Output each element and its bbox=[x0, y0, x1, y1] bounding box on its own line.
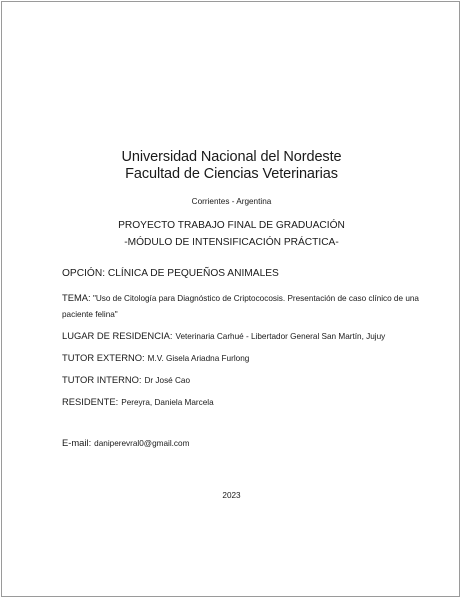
topic-value: "Uso de Citología para Diagnóstico de Criptococosis. Presentación de caso clínico de una paciente felina" bbox=[62, 294, 419, 319]
topic-block bbox=[62, 290, 422, 323]
university-title: Universidad Nacional del Nordeste bbox=[121, 149, 342, 165]
faculty-title: Facultad de Ciencias Veterinarias bbox=[125, 166, 338, 182]
external-tutor-value: M.V. Gisela Ariadna Furlong bbox=[147, 354, 250, 363]
residence-line bbox=[62, 330, 385, 341]
residence-label: LUGAR DE RESIDENCIA: bbox=[62, 330, 173, 341]
resident-line bbox=[62, 396, 214, 407]
year: 2023 bbox=[222, 491, 241, 500]
project-title: PROYECTO TRABAJO FINAL DE GRADUACIÓN bbox=[118, 220, 345, 231]
external-tutor-label: TUTOR EXTERNO: bbox=[62, 352, 145, 363]
location: Corrientes - Argentina bbox=[191, 197, 272, 206]
topic-label: TEMA: bbox=[62, 292, 91, 303]
resident-value: Pereyra, Daniela Marcela bbox=[121, 398, 214, 407]
option-line: OPCIÓN: CLÍNICA DE PEQUEÑOS ANIMALES bbox=[62, 268, 279, 279]
module-title: -MÓDULO DE INTENSIFICACIÓN PRÁCTICA- bbox=[124, 237, 339, 248]
email-line bbox=[62, 437, 189, 448]
internal-tutor-line bbox=[62, 374, 190, 385]
email-value: daniperevral0@gmail.com bbox=[94, 439, 190, 448]
resident-label: RESIDENTE: bbox=[62, 396, 119, 407]
internal-tutor-value: Dr José Cao bbox=[144, 376, 191, 385]
internal-tutor-label: TUTOR INTERNO: bbox=[62, 374, 142, 385]
email-label: E-mail: bbox=[62, 437, 92, 448]
residence-value: Veterinaria Carhué - Libertador General San Martín, Jujuy bbox=[175, 332, 386, 341]
external-tutor-line bbox=[62, 352, 249, 363]
